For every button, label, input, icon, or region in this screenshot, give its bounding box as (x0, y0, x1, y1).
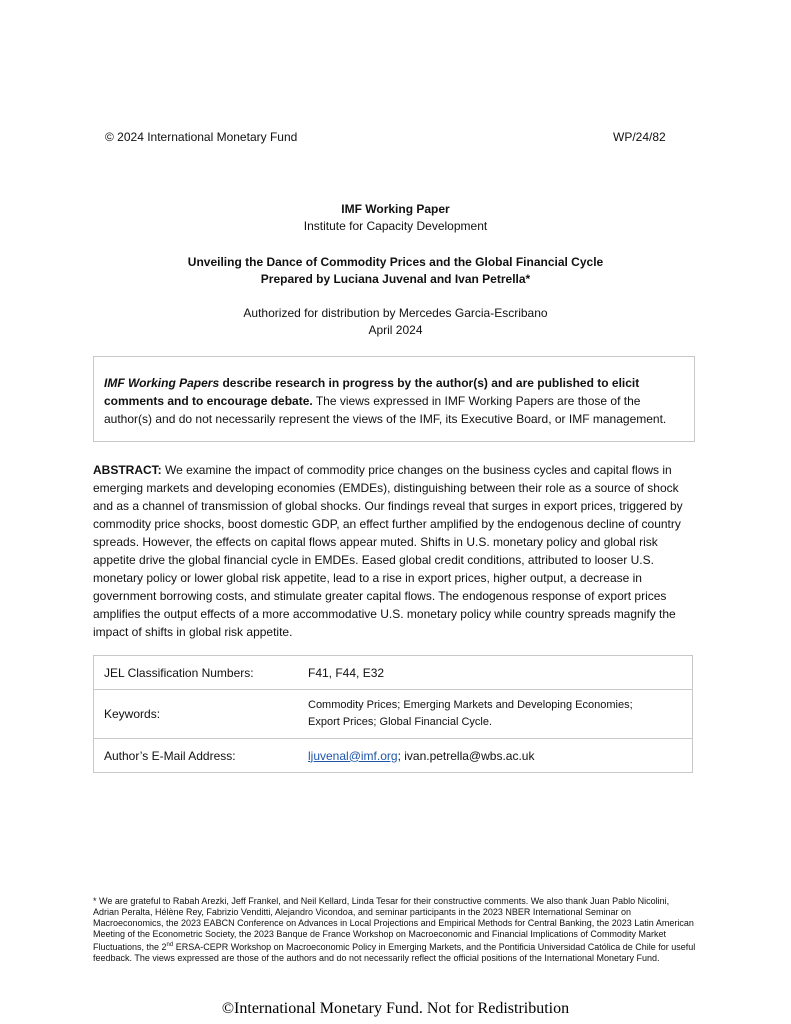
copyright-header: © 2024 International Monetary Fund (105, 130, 298, 144)
disclaimer-lead: IMF Working Papers (104, 376, 220, 390)
footnote (93, 896, 697, 964)
jel-value: F41, F44, E32 (308, 665, 385, 680)
disclaimer-bold: describe research in progress by the author(s) and are published to elicit comments and to encourage debate. (104, 376, 640, 408)
email-rest: ; ivan.petrella@wbs.ac.uk (397, 748, 535, 763)
department: Institute for Capacity Development (303, 219, 488, 233)
keywords-label: Keywords: (94, 690, 309, 739)
abstract-text: We examine the impact of commodity price changes on the business cycles and capital flows in emerging markets and developing economies (EMDEs), distinguishing between their role as a source of shock and as a channel of transmission of global shocks. Our findings reveal that surges in export prices, triggered by commodity price shocks, boost domestic GDP, an effect further amplified by the endogenous decline of country spreads. However, the effects on capital flows appear muted. Shifts in U.S. monetary policy and global risk appetite drive the global financial cycle in EMDEs. Eased global credit conditions, attributed to looser U.S. monetary policy or lower global risk appetite, lead to a rise in export prices, higher output, a decrease in government borrowing costs, and stimulate greater capital flows. The endogenous response of export prices amplifies the output effects of a more accommodative U.S. monetary policy while country spreads magnify the impact of shifts in global risk appetite. (93, 463, 683, 639)
disclaimer-plain: The views expressed in IMF Working Papers are those of the author(s) and do not necessarily represent the views of the IMF, its Executive Board, or IMF management. (104, 394, 667, 426)
email-value (308, 739, 693, 773)
footnote-part-2: ERSA-CEPR Workshop on Macroeconomic Policy in Emerging Markets, and the Pontificia Universidad Católica de Chile for useful feedback. The views expressed are those of the authors and do not necessarily reflect the official positions of the International Monetary Fund. (93, 942, 696, 963)
paper-number: WP/24/82 (613, 130, 666, 144)
keywords-line-1: Commodity Prices; Emerging Markets and Developing Economies; (308, 699, 633, 711)
keywords-value (308, 690, 693, 739)
footnote-part-1: * We are grateful to Rabah Arezki, Jeff Frankel, and Neil Kellard, Linda Tesar for their constructive comments. We also thank Juan Pablo Nicolini, Adrian Peralta, Hélène Rey, Fabrizio Venditti, Alejandro Vicondoa, and seminar participants in the 2023 NBER International Seminar on Macroeconomics, the 2023 EABCN Conference on Advances in Local Projections and Empirical Methods for Central Banking, the 2023 Latin American Meeting of the Econometric Society, the 2023 Banque de France Workshop on Macroeconomic and Financial Implications of Commodity Market Fluctuations, the 2 (93, 896, 694, 952)
authorized-by: Authorized for distribution by Mercedes Garcia-Escribano (243, 306, 548, 320)
table-row (94, 739, 693, 773)
disclaimer-box (93, 356, 695, 442)
paper-title: Unveiling the Dance of Commodity Prices and the Global Financial Cycle (187, 255, 604, 269)
footnote-superscript: nd (166, 942, 174, 948)
info-table (93, 655, 693, 773)
prepared-by: Prepared by Luciana Juvenal and Ivan Petrella* (260, 272, 531, 286)
table-row (94, 656, 693, 690)
abstract-label: ABSTRACT: (93, 463, 162, 477)
email-link[interactable]: ljuvenal@imf.org (308, 748, 398, 763)
keywords-line-2: Export Prices; Global Financial Cycle. (308, 716, 493, 728)
publication-date: April 2024 (368, 323, 423, 337)
table-row (94, 690, 693, 739)
jel-label: JEL Classification Numbers: (104, 665, 254, 680)
series-title: IMF Working Paper (341, 202, 450, 216)
email-label: Author’s E-Mail Address: (94, 739, 309, 773)
watermark: ©International Monetary Fund. Not for Redistribution (221, 1000, 570, 1017)
abstract (93, 461, 697, 641)
